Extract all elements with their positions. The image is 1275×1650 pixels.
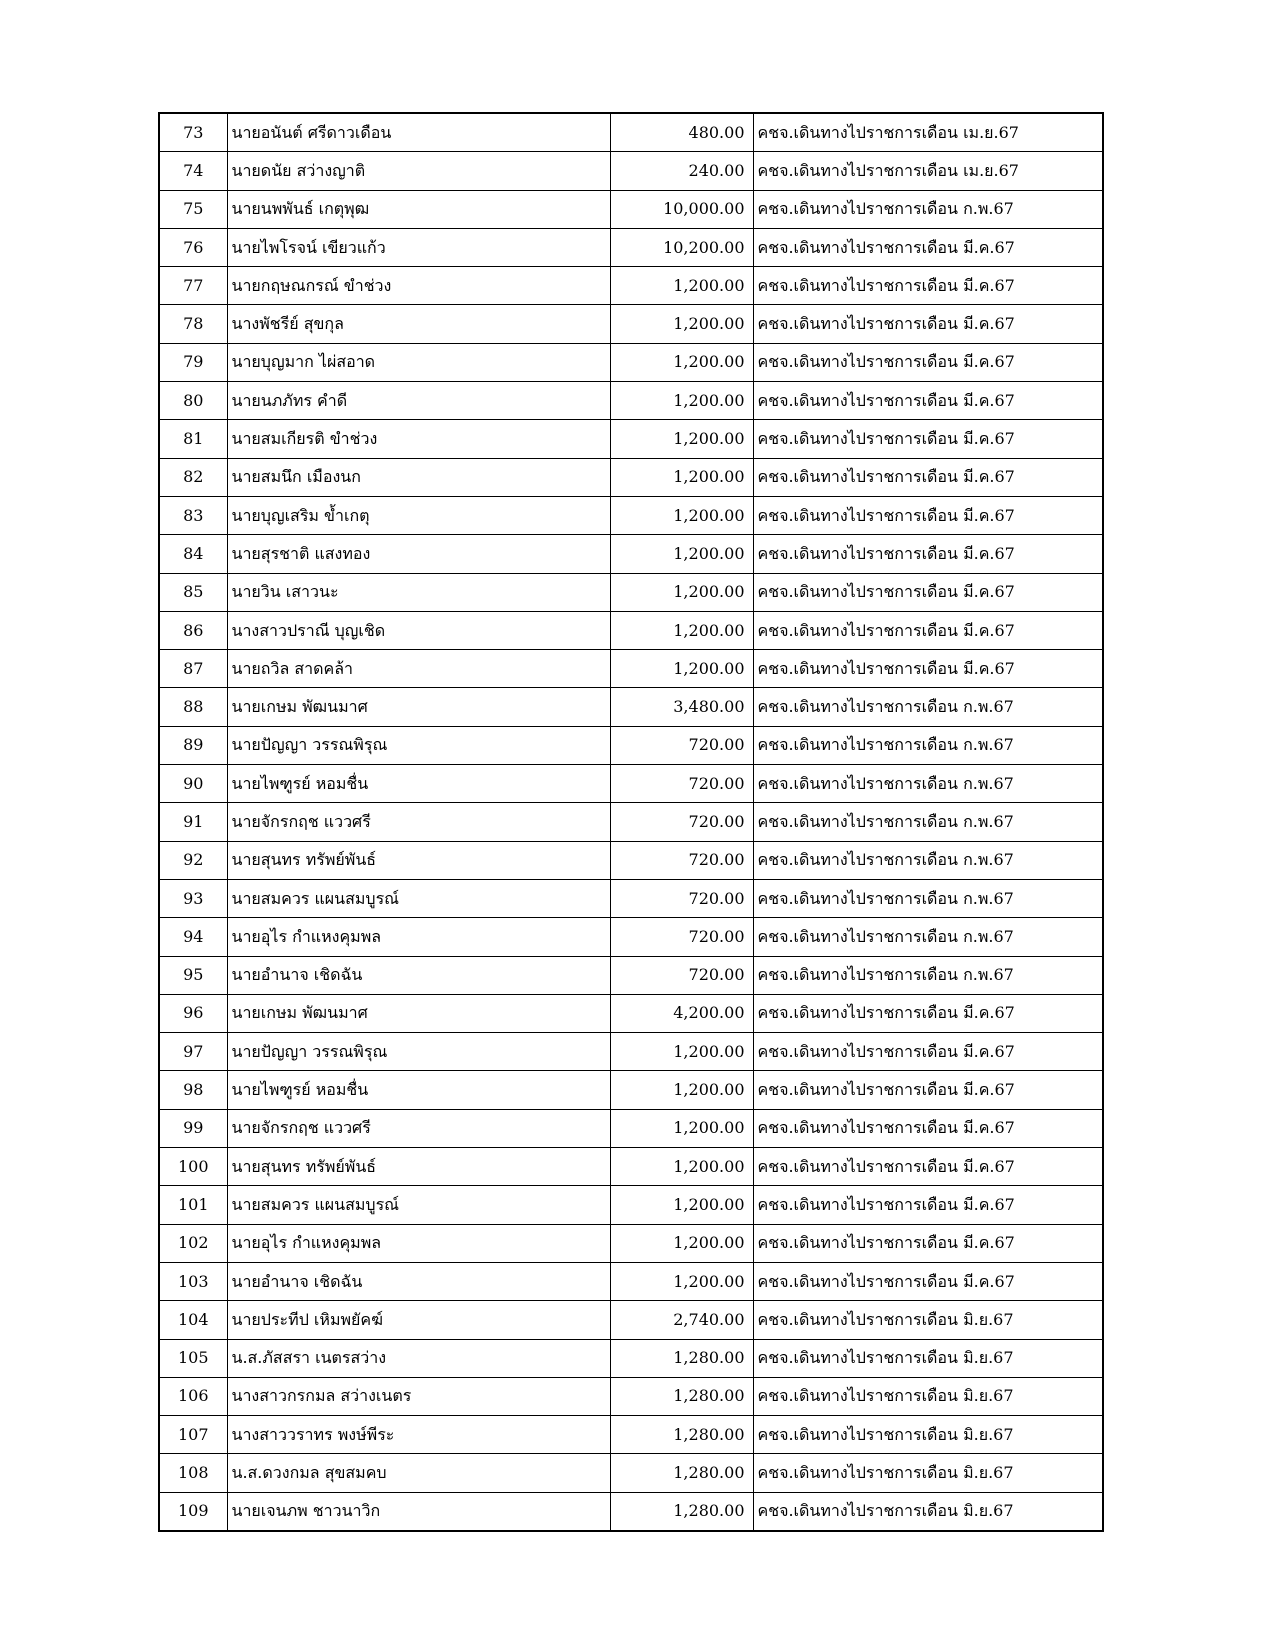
table-row <box>159 879 1103 917</box>
description: คชจ.เดินทางไปราชการเดือน มี.ค.67 <box>753 496 1103 534</box>
expense-table <box>158 112 1104 1532</box>
payee-name: นายสุนทร ทรัพย์พันธ์ <box>227 841 610 879</box>
row-number: 99 <box>159 1109 227 1147</box>
description: คชจ.เดินทางไปราชการเดือน มิ.ย.67 <box>753 1301 1103 1339</box>
amount: 4,200.00 <box>610 994 753 1032</box>
row-number: 93 <box>159 879 227 917</box>
payee-name: นางสาววราทร พงษ์พีระ <box>227 1416 610 1454</box>
payee-name: นายจักรกฤช แววศรี <box>227 1109 610 1147</box>
table-row <box>159 1109 1103 1147</box>
row-number: 88 <box>159 688 227 726</box>
payee-name: นายบุญมาก ไผ่สอาด <box>227 343 610 381</box>
payee-name: นางพัชรีย์ สุขกุล <box>227 305 610 343</box>
table-row <box>159 573 1103 611</box>
table-row <box>159 1071 1103 1109</box>
row-number: 97 <box>159 1033 227 1071</box>
amount: 1,280.00 <box>610 1416 753 1454</box>
row-number: 85 <box>159 573 227 611</box>
amount: 1,200.00 <box>610 420 753 458</box>
amount: 1,280.00 <box>610 1377 753 1415</box>
description: คชจ.เดินทางไปราชการเดือน เม.ย.67 <box>753 113 1103 152</box>
table-row <box>159 420 1103 458</box>
payee-name: นายสมควร แผนสมบูรณ์ <box>227 879 610 917</box>
description: คชจ.เดินทางไปราชการเดือน มี.ค.67 <box>753 267 1103 305</box>
description: คชจ.เดินทางไปราชการเดือน มี.ค.67 <box>753 1186 1103 1224</box>
amount: 480.00 <box>610 113 753 152</box>
description: คชจ.เดินทางไปราชการเดือน มี.ค.67 <box>753 420 1103 458</box>
table-row <box>159 190 1103 228</box>
description: คชจ.เดินทางไปราชการเดือน มี.ค.67 <box>753 573 1103 611</box>
table-row <box>159 1301 1103 1339</box>
payee-name: นายอุไร กำแหงคุมพล <box>227 1224 610 1262</box>
payee-name: นายปัญญา วรรณพิรุณ <box>227 1033 610 1071</box>
description: คชจ.เดินทางไปราชการเดือน มี.ค.67 <box>753 1262 1103 1300</box>
description: คชจ.เดินทางไปราชการเดือน มี.ค.67 <box>753 382 1103 420</box>
amount: 720.00 <box>610 803 753 841</box>
payee-name: นายสมเกียรติ ขำช่วง <box>227 420 610 458</box>
payee-name: นายสมนึก เมืองนก <box>227 458 610 496</box>
amount: 3,480.00 <box>610 688 753 726</box>
description: คชจ.เดินทางไปราชการเดือน มี.ค.67 <box>753 1148 1103 1186</box>
payee-name: นายไพโรจน์ เขียวแก้ว <box>227 228 610 266</box>
row-number: 94 <box>159 918 227 956</box>
amount: 2,740.00 <box>610 1301 753 1339</box>
row-number: 86 <box>159 611 227 649</box>
description: คชจ.เดินทางไปราชการเดือน ก.พ.67 <box>753 688 1103 726</box>
amount: 1,200.00 <box>610 1148 753 1186</box>
payee-name: นางสาวกรกมล สว่างเนตร <box>227 1377 610 1415</box>
description: คชจ.เดินทางไปราชการเดือน มี.ค.67 <box>753 535 1103 573</box>
amount: 720.00 <box>610 841 753 879</box>
payee-name: น.ส.ดวงกมล สุขสมคบ <box>227 1454 610 1492</box>
amount: 720.00 <box>610 726 753 764</box>
table-row <box>159 765 1103 803</box>
amount: 1,280.00 <box>610 1492 753 1531</box>
payee-name: นายสุนทร ทรัพย์พันธ์ <box>227 1148 610 1186</box>
amount: 1,280.00 <box>610 1454 753 1492</box>
amount: 1,200.00 <box>610 1224 753 1262</box>
row-number: 96 <box>159 994 227 1032</box>
description: คชจ.เดินทางไปราชการเดือน ก.พ.67 <box>753 803 1103 841</box>
row-number: 89 <box>159 726 227 764</box>
payee-name: นายบุญเสริม ข้ำเกตุ <box>227 496 610 534</box>
payee-name: นายอนันต์ ศรีดาวเดือน <box>227 113 610 152</box>
table-row <box>159 918 1103 956</box>
description: คชจ.เดินทางไปราชการเดือน ก.พ.67 <box>753 190 1103 228</box>
amount: 720.00 <box>610 879 753 917</box>
row-number: 106 <box>159 1377 227 1415</box>
payee-name: นายอำนาจ เชิดฉัน <box>227 956 610 994</box>
payee-name: นายดนัย สว่างญาติ <box>227 152 610 190</box>
amount: 1,200.00 <box>610 1262 753 1300</box>
description: คชจ.เดินทางไปราชการเดือน มี.ค.67 <box>753 228 1103 266</box>
table-row <box>159 1377 1103 1415</box>
amount: 720.00 <box>610 918 753 956</box>
payee-name: นายเกษม พัฒนมาศ <box>227 994 610 1032</box>
payee-name: นายประทีป เหิมพยัคฆ์ <box>227 1301 610 1339</box>
table-row <box>159 267 1103 305</box>
table-row <box>159 496 1103 534</box>
row-number: 109 <box>159 1492 227 1531</box>
table-row <box>159 1492 1103 1531</box>
payee-name: นายกฤษณกรณ์ ขำช่วง <box>227 267 610 305</box>
description: คชจ.เดินทางไปราชการเดือน มี.ค.67 <box>753 343 1103 381</box>
payee-name: นางสาวปราณี บุญเชิด <box>227 611 610 649</box>
description: คชจ.เดินทางไปราชการเดือน มี.ค.67 <box>753 994 1103 1032</box>
table-row <box>159 956 1103 994</box>
payee-name: นายไพฑูรย์ หอมชื่น <box>227 765 610 803</box>
row-number: 100 <box>159 1148 227 1186</box>
payee-name: นายเกษม พัฒนมาศ <box>227 688 610 726</box>
description: คชจ.เดินทางไปราชการเดือน มี.ค.67 <box>753 1071 1103 1109</box>
description: คชจ.เดินทางไปราชการเดือน มี.ค.67 <box>753 458 1103 496</box>
description: คชจ.เดินทางไปราชการเดือน ก.พ.67 <box>753 918 1103 956</box>
amount: 1,200.00 <box>610 382 753 420</box>
table-row <box>159 382 1103 420</box>
table-row <box>159 726 1103 764</box>
row-number: 90 <box>159 765 227 803</box>
description: คชจ.เดินทางไปราชการเดือน มี.ค.67 <box>753 305 1103 343</box>
payee-name: นายนพพันธ์ เกตุพุฒ <box>227 190 610 228</box>
table-row <box>159 688 1103 726</box>
payee-name: นายนภภัทร คำดี <box>227 382 610 420</box>
payee-name: นายอุไร กำแหงคุมพล <box>227 918 610 956</box>
table-row <box>159 650 1103 688</box>
row-number: 104 <box>159 1301 227 1339</box>
amount: 1,200.00 <box>610 458 753 496</box>
payee-name: นายสุรชาติ แสงทอง <box>227 535 610 573</box>
table-row <box>159 1416 1103 1454</box>
table-row <box>159 535 1103 573</box>
amount: 1,200.00 <box>610 1071 753 1109</box>
table-row <box>159 1186 1103 1224</box>
payee-name: นายวิน เสาวนะ <box>227 573 610 611</box>
amount: 1,200.00 <box>610 1109 753 1147</box>
row-number: 74 <box>159 152 227 190</box>
table-row <box>159 305 1103 343</box>
amount: 10,000.00 <box>610 190 753 228</box>
table-row <box>159 152 1103 190</box>
amount: 240.00 <box>610 152 753 190</box>
row-number: 75 <box>159 190 227 228</box>
description: คชจ.เดินทางไปราชการเดือน เม.ย.67 <box>753 152 1103 190</box>
row-number: 91 <box>159 803 227 841</box>
description: คชจ.เดินทางไปราชการเดือน มิ.ย.67 <box>753 1492 1103 1531</box>
description: คชจ.เดินทางไปราชการเดือน ก.พ.67 <box>753 765 1103 803</box>
amount: 1,200.00 <box>610 305 753 343</box>
table-row <box>159 1224 1103 1262</box>
row-number: 80 <box>159 382 227 420</box>
description: คชจ.เดินทางไปราชการเดือน มิ.ย.67 <box>753 1339 1103 1377</box>
description: คชจ.เดินทางไปราชการเดือน ก.พ.67 <box>753 841 1103 879</box>
description: คชจ.เดินทางไปราชการเดือน มี.ค.67 <box>753 650 1103 688</box>
payee-name: นายไพฑูรย์ หอมชื่น <box>227 1071 610 1109</box>
amount: 720.00 <box>610 956 753 994</box>
table-row <box>159 1262 1103 1300</box>
table-row <box>159 343 1103 381</box>
row-number: 79 <box>159 343 227 381</box>
row-number: 102 <box>159 1224 227 1262</box>
row-number: 73 <box>159 113 227 152</box>
row-number: 103 <box>159 1262 227 1300</box>
row-number: 95 <box>159 956 227 994</box>
row-number: 82 <box>159 458 227 496</box>
amount: 1,200.00 <box>610 535 753 573</box>
table-row <box>159 611 1103 649</box>
row-number: 98 <box>159 1071 227 1109</box>
row-number: 84 <box>159 535 227 573</box>
description: คชจ.เดินทางไปราชการเดือน มิ.ย.67 <box>753 1454 1103 1492</box>
amount: 1,200.00 <box>610 267 753 305</box>
row-number: 105 <box>159 1339 227 1377</box>
payee-name: นายถวิล สาดคล้า <box>227 650 610 688</box>
table-row <box>159 458 1103 496</box>
description: คชจ.เดินทางไปราชการเดือน มิ.ย.67 <box>753 1377 1103 1415</box>
amount: 10,200.00 <box>610 228 753 266</box>
description: คชจ.เดินทางไปราชการเดือน มี.ค.67 <box>753 611 1103 649</box>
payee-name: น.ส.ภัสสรา เนตรสว่าง <box>227 1339 610 1377</box>
description: คชจ.เดินทางไปราชการเดือน ก.พ.67 <box>753 726 1103 764</box>
amount: 1,200.00 <box>610 611 753 649</box>
payee-name: นายสมควร แผนสมบูรณ์ <box>227 1186 610 1224</box>
payee-name: นายเจนภพ ชาวนาวิก <box>227 1492 610 1531</box>
payee-name: นายอำนาจ เชิดฉัน <box>227 1262 610 1300</box>
description: คชจ.เดินทางไปราชการเดือน ก.พ.67 <box>753 879 1103 917</box>
table-body <box>159 113 1103 1531</box>
table-row <box>159 1454 1103 1492</box>
row-number: 78 <box>159 305 227 343</box>
row-number: 76 <box>159 228 227 266</box>
row-number: 101 <box>159 1186 227 1224</box>
amount: 1,200.00 <box>610 573 753 611</box>
table-row <box>159 113 1103 152</box>
amount: 1,200.00 <box>610 650 753 688</box>
amount: 1,280.00 <box>610 1339 753 1377</box>
amount: 1,200.00 <box>610 343 753 381</box>
row-number: 92 <box>159 841 227 879</box>
table-row <box>159 1033 1103 1071</box>
row-number: 87 <box>159 650 227 688</box>
description: คชจ.เดินทางไปราชการเดือน ก.พ.67 <box>753 956 1103 994</box>
table-row <box>159 1148 1103 1186</box>
row-number: 108 <box>159 1454 227 1492</box>
table-row <box>159 841 1103 879</box>
row-number: 83 <box>159 496 227 534</box>
description: คชจ.เดินทางไปราชการเดือน มี.ค.67 <box>753 1109 1103 1147</box>
amount: 720.00 <box>610 765 753 803</box>
amount: 1,200.00 <box>610 1186 753 1224</box>
table-row <box>159 803 1103 841</box>
table-row <box>159 228 1103 266</box>
payee-name: นายจักรกฤช แววศรี <box>227 803 610 841</box>
description: คชจ.เดินทางไปราชการเดือน มิ.ย.67 <box>753 1416 1103 1454</box>
description: คชจ.เดินทางไปราชการเดือน มี.ค.67 <box>753 1224 1103 1262</box>
description: คชจ.เดินทางไปราชการเดือน มี.ค.67 <box>753 1033 1103 1071</box>
amount: 1,200.00 <box>610 1033 753 1071</box>
amount: 1,200.00 <box>610 496 753 534</box>
table-row <box>159 1339 1103 1377</box>
row-number: 107 <box>159 1416 227 1454</box>
table-row <box>159 994 1103 1032</box>
row-number: 77 <box>159 267 227 305</box>
payee-name: นายปัญญา วรรณพิรุณ <box>227 726 610 764</box>
row-number: 81 <box>159 420 227 458</box>
